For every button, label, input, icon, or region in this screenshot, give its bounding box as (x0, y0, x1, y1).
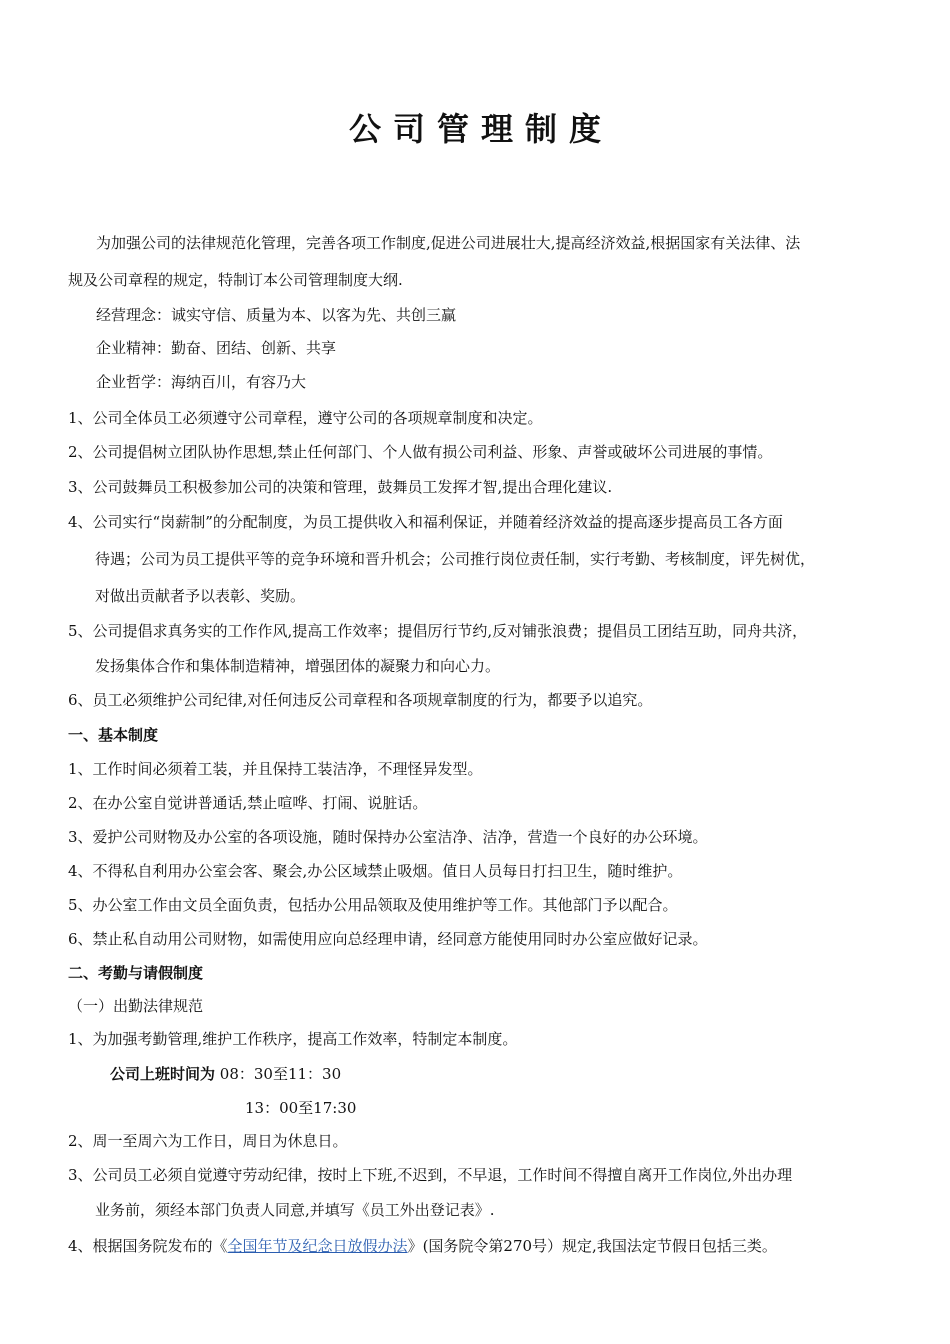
principle-spirit: 企业精神：勤奋、团结、创新、共享 (96, 339, 337, 357)
section-2-item-4 (68, 1236, 777, 1256)
general-item-4-line-2: 待遇；公司为员工提供平等的竞争环境和晋升机会；公司推行岗位责任制，实行考勤、考核制度，评先树优， (95, 550, 816, 568)
section-1-item-4: 4、不得私自利用办公室会客、聚会,办公区域禁止吸烟。值日人员每日打扫卫生，随时维护。 (68, 862, 683, 880)
section-1-item-1: 1、工作时间必须着工装，并且保持工装洁净，不理怪异发型。 (68, 760, 483, 778)
general-item-6: 6、员工必须维护公司纪律,对任何违反公司章程和各项规章制度的行为，都要予以追究。 (68, 691, 653, 709)
work-hours-afternoon: 13：00至17:30 (245, 1099, 357, 1117)
section-2-item-1: 1、为加强考勤管理,维护工作秩序，提高工作效率，特制定本制度。 (68, 1030, 518, 1048)
section-2-item-2: 2、周一至周六为工作日，周日为休息日。 (68, 1132, 348, 1150)
intro-line-1: 为加强公司的法律规范化管理，完善各项工作制度,促进公司进展壮大,提高经济效益,根据国家有关法律、法 (96, 234, 801, 252)
section-1-item-2: 2、在办公室自觉讲普通话,禁止喧哗、打闹、说脏话。 (68, 794, 428, 812)
section-2-subheading: （一）出勤法律规范 (68, 997, 204, 1015)
work-hours-row (110, 1064, 341, 1084)
work-hours-label: 公司上班时间为 (110, 1065, 216, 1083)
section-1-heading: 一、基本制度 (68, 726, 159, 744)
general-item-4-line-1: 4、公司实行“岗薪制”的分配制度，为员工提供收入和福利保证，并随着经济效益的提高逐步提高员工各方面 (68, 513, 783, 531)
principle-business: 经营理念：诚实守信、质量为本、以客为先、共创三赢 (96, 306, 457, 324)
principle-philosophy: 企业哲学：海纳百川，有容乃大 (96, 373, 307, 391)
section-2-item-3-line-1: 3、公司员工必须自觉遵守劳动纪律，按时上下班,不迟到，不早退，工作时间不得擅自离开工作岗位,外出办理 (68, 1166, 793, 1184)
general-item-1: 1、公司全体员工必须遵守公司章程，遵守公司的各项规章制度和决定。 (68, 409, 543, 427)
section-2-heading: 二、考勤与请假制度 (68, 964, 204, 982)
general-item-2: 2、公司提倡树立团队协作思想,禁止任何部门、个人做有损公司利益、形象、声誉或破坏公司进展的事情。 (68, 443, 773, 461)
section-1-item-3: 3、爱护公司财物及办公室的各项设施，随时保持办公室洁净、洁净，营造一个良好的办公环境。 (68, 828, 708, 846)
section-2-item-4-prefix: 4、根据国务院发布的《 (68, 1237, 228, 1255)
section-2-item-3-line-2: 业务前，须经本部门负责人同意,并填写《员工外出登记表》. (95, 1201, 495, 1219)
intro-line-2: 规及公司章程的规定，特制订本公司管理制度大纲. (68, 271, 403, 289)
holiday-regulation-link[interactable]: 全国年节及纪念日放假办法 (227, 1237, 408, 1255)
general-item-3: 3、公司鼓舞员工积极参加公司的决策和管理，鼓舞员工发挥才智,提出合理化建议. (68, 478, 613, 496)
section-1-item-5: 5、办公室工作由文员全面负责，包括办公用品领取及使用维护等工作。其他部门予以配合。 (68, 896, 678, 914)
work-hours-morning: 08：30至11：30 (219, 1065, 342, 1083)
general-item-5-line-2: 发扬集体合作和集体制造精神，增强团体的凝聚力和向心力。 (95, 657, 501, 675)
general-item-5-line-1: 5、公司提倡求真务实的工作作风,提高工作效率；提倡厉行节约,反对铺张浪费；提倡员工团结互助，同舟共济， (68, 622, 808, 640)
page-title: 公司管理制度 (348, 110, 613, 148)
section-1-item-6: 6、禁止私自动用公司财物，如需使用应向总经理申请，经同意方能使用同时办公室应做好记录。 (68, 930, 708, 948)
section-2-item-4-suffix: 》(国务院令第270号）规定,我国法定节假日包括三类。 (407, 1237, 777, 1255)
general-item-4-line-3: 对做出贡献者予以表彰、奖励。 (95, 587, 306, 605)
